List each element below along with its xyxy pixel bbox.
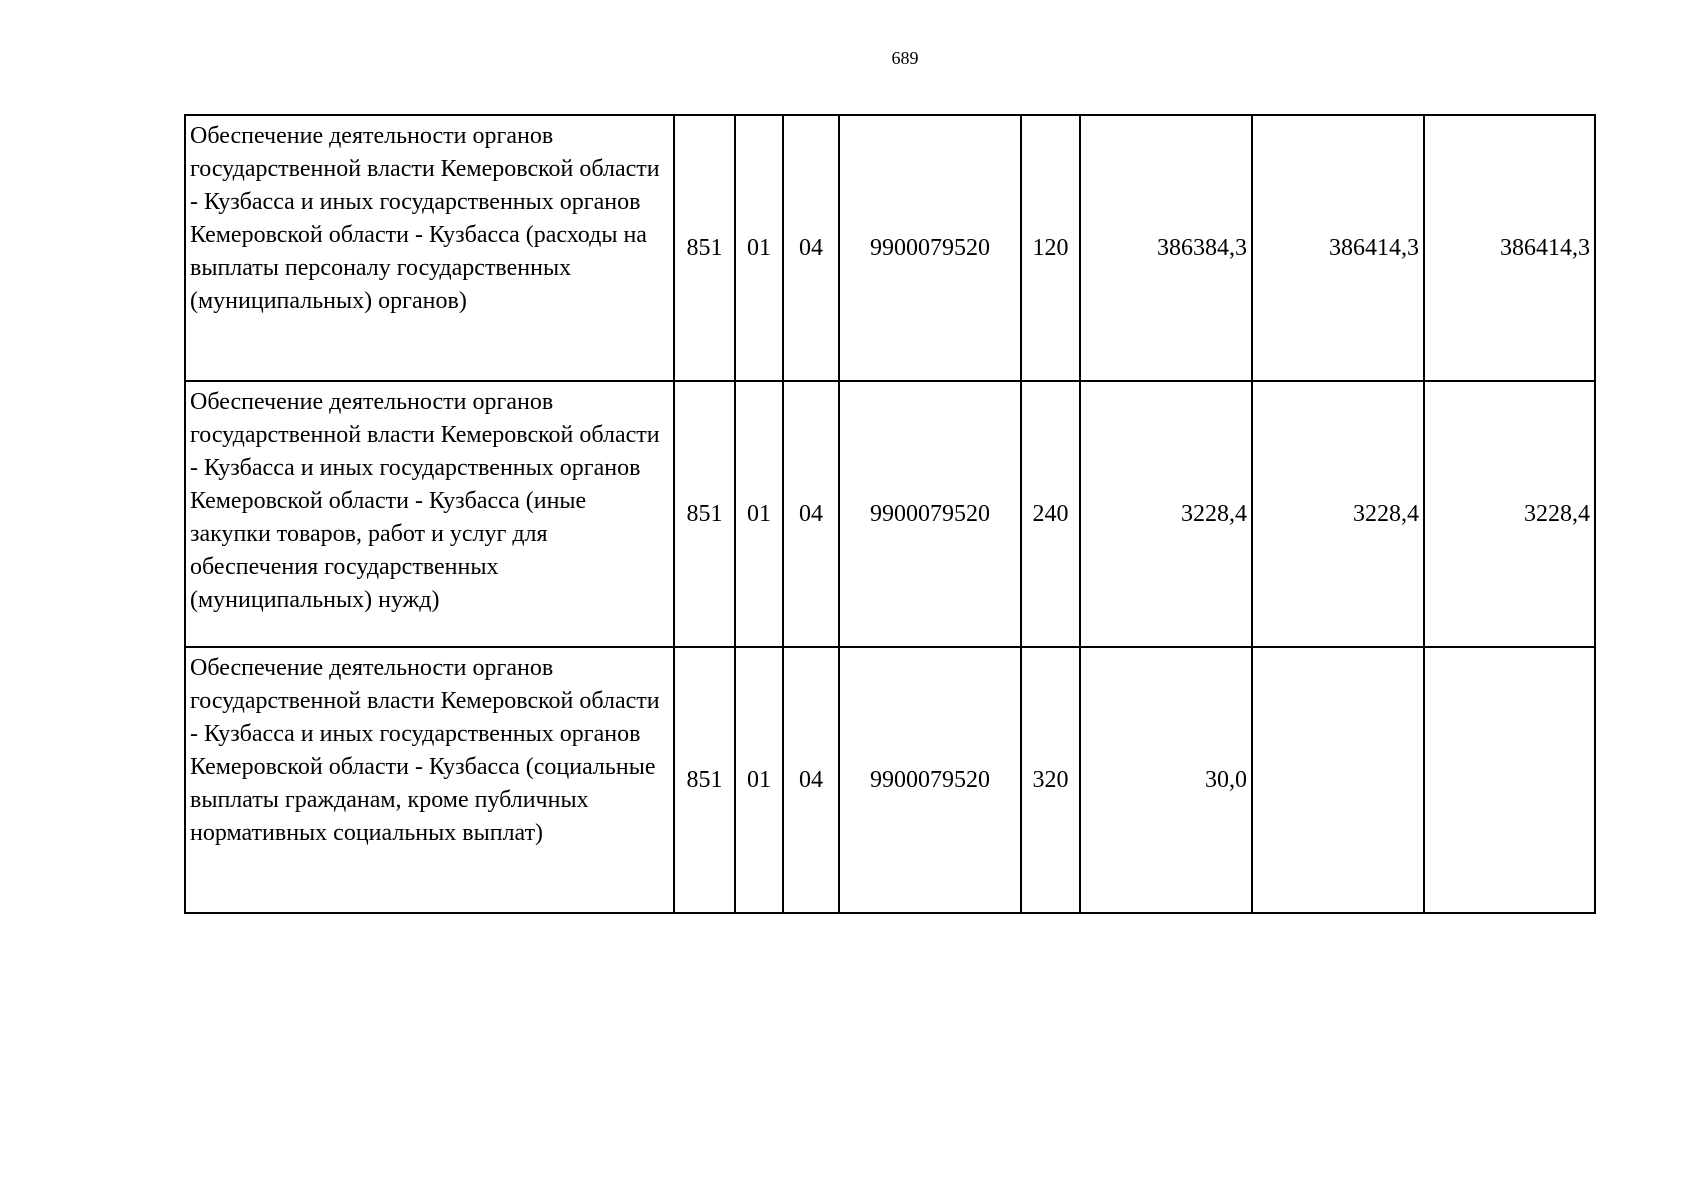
subsection-code: 04 [783, 647, 839, 913]
target-article-code: 9900079520 [839, 115, 1021, 381]
section-code: 01 [735, 381, 783, 647]
table-row [185, 115, 1595, 381]
ministry-code: 851 [674, 647, 735, 913]
amount-1: 30,0 [1080, 647, 1252, 913]
target-article-code: 9900079520 [839, 647, 1021, 913]
row-description: Обеспечение деятельности органов государственной власти Кемеровской области - Кузбасса и иных государственных органов Кемеровской области - Кузбасса (расходы на выплаты персоналу государственных (муниципальных) органов) [185, 115, 674, 381]
amount-2: 386414,3 [1252, 115, 1424, 381]
section-code: 01 [735, 647, 783, 913]
subsection-code: 04 [783, 381, 839, 647]
amount-1: 386384,3 [1080, 115, 1252, 381]
expense-type-code: 240 [1021, 381, 1080, 647]
row-description: Обеспечение деятельности органов государственной власти Кемеровской области - Кузбасса и иных государственных органов Кемеровской области - Кузбасса (иные закупки товаров, работ и услуг для обеспечения государственных (муниципальных) нужд) [185, 381, 674, 647]
table-row [185, 381, 1595, 647]
ministry-code: 851 [674, 381, 735, 647]
table-row [185, 647, 1595, 913]
amount-2 [1252, 647, 1424, 913]
amount-3: 386414,3 [1424, 115, 1595, 381]
row-description: Обеспечение деятельности органов государственной власти Кемеровской области - Кузбасса и иных государственных органов Кемеровской области - Кузбасса (социальные выплаты гражданам, кроме публичных нормативных социальных выплат) [185, 647, 674, 913]
amount-2: 3228,4 [1252, 381, 1424, 647]
expense-type-code: 120 [1021, 115, 1080, 381]
page-number: 689 [891, 48, 919, 68]
ministry-code: 851 [674, 115, 735, 381]
subsection-code: 04 [783, 115, 839, 381]
target-article-code: 9900079520 [839, 381, 1021, 647]
amount-1: 3228,4 [1080, 381, 1252, 647]
amount-3: 3228,4 [1424, 381, 1595, 647]
expense-type-code: 320 [1021, 647, 1080, 913]
section-code: 01 [735, 115, 783, 381]
budget-table [184, 114, 1596, 914]
amount-3 [1424, 647, 1595, 913]
